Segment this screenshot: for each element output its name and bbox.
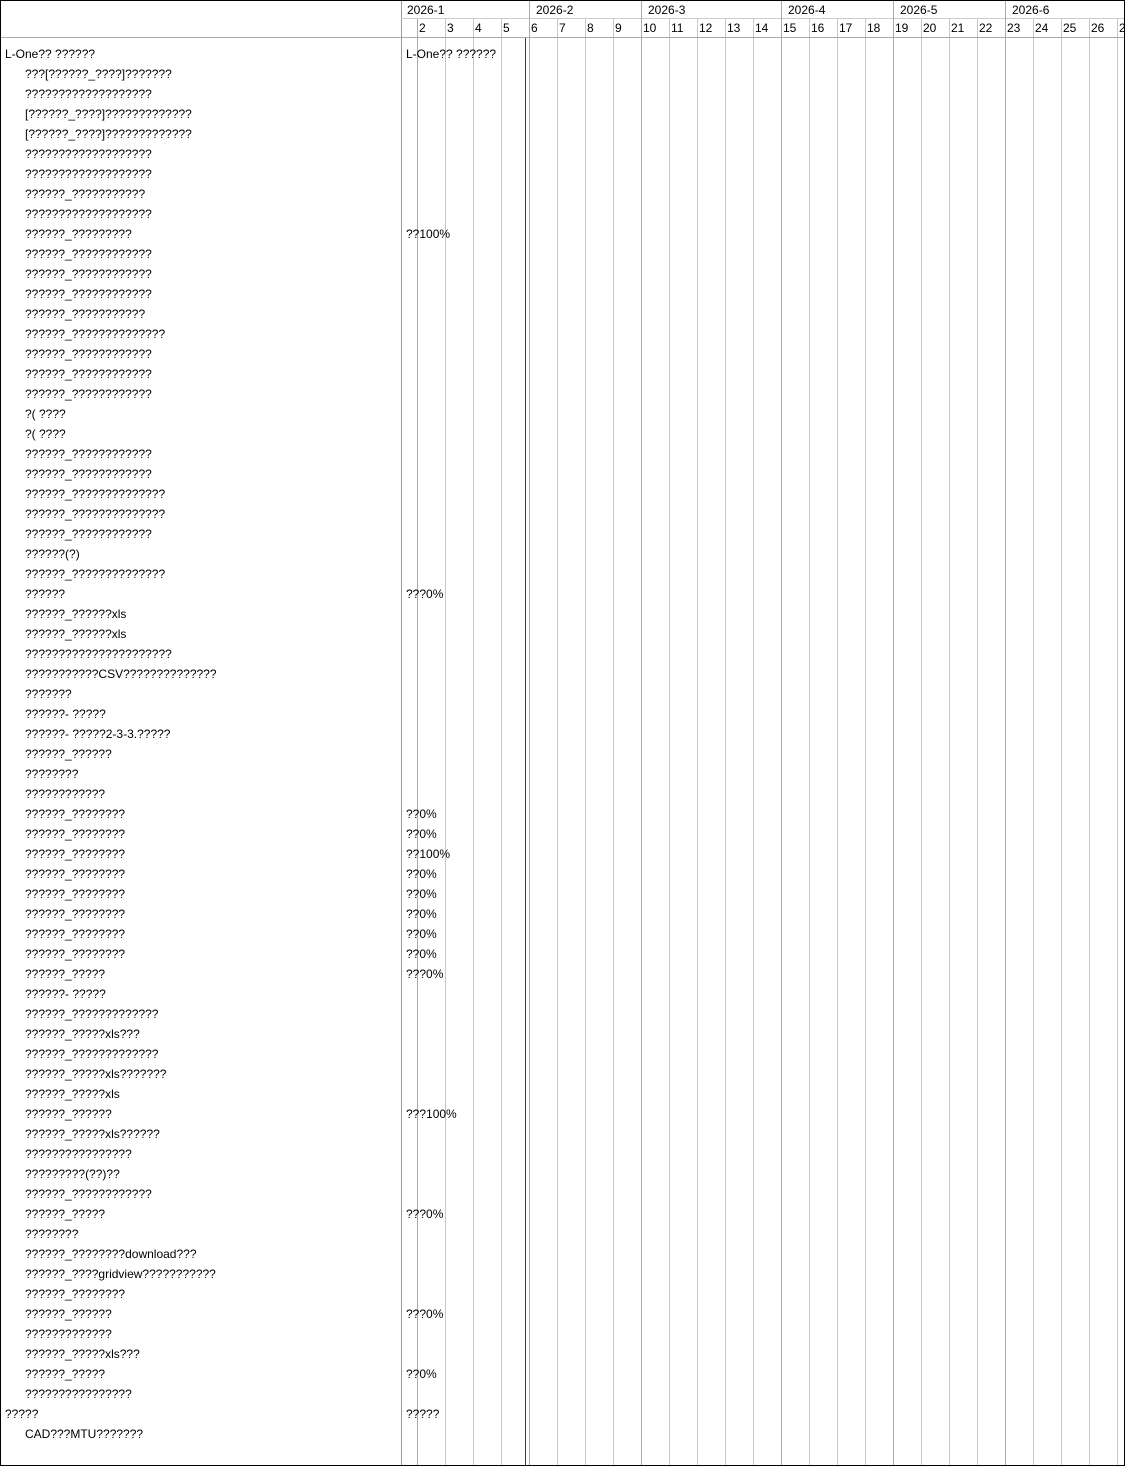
task-row[interactable]: ??????- ?????	[25, 987, 106, 1001]
task-row[interactable]: ??????_????????????	[25, 447, 152, 461]
timeline-chart-panel	[401, 1, 1124, 1465]
task-row[interactable]: ??????_????????????	[25, 467, 152, 481]
task-bar-label[interactable]: ??0%	[406, 887, 437, 901]
week-grid-line	[865, 19, 866, 1465]
task-bar-label[interactable]: ??100%	[406, 227, 451, 241]
task-row[interactable]: ????????????????	[25, 1387, 132, 1401]
task-row[interactable]: ??????_????????????	[25, 347, 152, 361]
month-header-cell: 2026-1	[407, 3, 445, 17]
month-header-cell: 2026-2	[529, 1, 641, 19]
task-row[interactable]: ??????_??????	[25, 1107, 112, 1121]
task-row[interactable]: ??????_????????????	[25, 387, 152, 401]
task-row[interactable]: ???????????????????	[25, 167, 152, 181]
week-grid-line	[501, 19, 502, 1465]
week-grid-line	[697, 19, 698, 1465]
week-grid-line	[781, 19, 782, 1465]
task-row[interactable]: ???????????????????	[25, 147, 152, 161]
week-header-cell: 8	[587, 21, 594, 35]
month-header-cell: 2026-6	[1005, 1, 1124, 19]
week-header-cell: 18	[867, 21, 881, 35]
task-row[interactable]: ??????_??????xls	[25, 607, 127, 621]
week-grid-line	[893, 19, 894, 1465]
task-bar-label[interactable]: ???0%	[406, 1207, 444, 1221]
task-row[interactable]: ??????(?)	[25, 547, 80, 561]
week-header-cell: 7	[559, 21, 566, 35]
week-grid-line	[921, 19, 922, 1465]
week-grid-line	[669, 19, 670, 1465]
today-marker-line	[525, 38, 526, 1465]
task-row[interactable]: ??????_??????	[25, 1307, 112, 1321]
month-header-cell: 2026-4	[781, 1, 893, 19]
task-bar-label[interactable]: ???0%	[406, 587, 444, 601]
week-header-cell: 14	[755, 21, 769, 35]
week-grid-line	[585, 19, 586, 1465]
task-row[interactable]: ????????	[25, 1227, 79, 1241]
task-bar-label[interactable]: ??0%	[406, 927, 437, 941]
task-row[interactable]: ??????_????????	[25, 947, 126, 961]
task-row[interactable]: ??????_?????xls	[25, 1087, 120, 1101]
week-grid-line	[977, 19, 978, 1465]
week-header-cell: 13	[727, 21, 741, 35]
week-grid-line	[949, 19, 950, 1465]
task-row[interactable]: ??????_?????xls???	[25, 1347, 140, 1361]
task-row[interactable]: ??????_????????	[25, 907, 126, 921]
task-bar-label[interactable]: ???100%	[406, 1107, 457, 1121]
task-row[interactable]: ??????_????????download???	[25, 1247, 197, 1261]
week-grid-line	[753, 19, 754, 1465]
task-bar-label[interactable]: ??100%	[406, 847, 451, 861]
task-row[interactable]: ??????- ?????	[25, 707, 106, 721]
task-row[interactable]: ????????????	[25, 787, 106, 801]
week-grid-line	[809, 19, 810, 1465]
week-grid-line	[1117, 19, 1118, 1465]
task-bar-label[interactable]: ??0%	[406, 1367, 437, 1381]
task-row[interactable]: ????????	[25, 767, 79, 781]
task-row[interactable]: ???????	[25, 687, 72, 701]
task-row[interactable]: ????????????????	[25, 1147, 132, 1161]
week-grid-line	[837, 19, 838, 1465]
week-header-cell: 5	[503, 21, 510, 35]
week-grid-line	[529, 19, 530, 1465]
task-row[interactable]: ??????_????????	[25, 807, 126, 821]
task-row[interactable]: ??????_????????????	[25, 1187, 152, 1201]
week-header-cell: 4	[475, 21, 482, 35]
week-header-cell: 11	[671, 21, 684, 35]
task-group-row[interactable]: L-One?? ??????	[5, 47, 96, 61]
task-row[interactable]: ??????_?????????????	[25, 1047, 159, 1061]
task-list-panel	[1, 1, 401, 1465]
task-row[interactable]: ??????_??????xls	[25, 627, 127, 641]
task-row[interactable]: ??????_??????????????	[25, 327, 166, 341]
week-header-cell: 10	[643, 21, 657, 35]
task-row[interactable]: ??????_????????????	[25, 527, 152, 541]
task-row[interactable]: ??????_????????????	[25, 367, 152, 381]
week-header-cell: 20	[923, 21, 937, 35]
week-grid-line	[1089, 19, 1090, 1465]
task-bar-label[interactable]: ?????	[406, 1407, 440, 1421]
task-row[interactable]: CAD???MTU???????	[25, 1427, 144, 1441]
task-row[interactable]: ??????_?????xls???	[25, 1027, 140, 1041]
week-header-cell: 3	[447, 21, 454, 35]
task-row[interactable]: ??????_????gridview???????????	[25, 1267, 216, 1281]
task-row[interactable]: ?( ????	[25, 407, 66, 421]
task-row[interactable]: ??????_???????????	[25, 187, 146, 201]
week-header-cell: 12	[699, 21, 713, 35]
task-bar-label[interactable]: ??0%	[406, 907, 437, 921]
week-header-cell: 26	[1091, 21, 1105, 35]
task-row[interactable]: ??????_????????????	[25, 287, 152, 301]
week-grid-line	[1061, 19, 1062, 1465]
week-header-cell: 9	[615, 21, 622, 35]
task-row[interactable]: ??????_????????????	[25, 247, 152, 261]
month-header-cell: 2026-3	[641, 1, 781, 19]
week-header-cell: 21	[951, 21, 965, 35]
task-row[interactable]: ?????????????	[25, 1327, 112, 1341]
task-row[interactable]: ??????_??????	[25, 747, 112, 761]
week-header-cell: 23	[1007, 21, 1021, 35]
task-row[interactable]: ??????_?????xls??????	[25, 1127, 160, 1141]
week-grid-line	[1033, 19, 1034, 1465]
task-row[interactable]: ??????_????????	[25, 847, 126, 861]
task-row[interactable]: [??????_????]?????????????	[25, 127, 192, 141]
week-header-cell: 22	[979, 21, 993, 35]
week-grid-line	[1005, 19, 1006, 1465]
task-row[interactable]: ??????_?????xls???????	[25, 1067, 167, 1081]
task-row[interactable]: ??????_????????	[25, 927, 126, 941]
task-bar-label[interactable]: ??0%	[406, 807, 437, 821]
task-row[interactable]: ??????_?????????????	[25, 1007, 159, 1021]
task-row[interactable]: ?( ????	[25, 427, 66, 441]
header-divider	[1, 37, 1124, 38]
task-row[interactable]: ??????_?????	[25, 1367, 106, 1381]
month-header-cell: 2026-5	[893, 1, 1005, 19]
task-bar-label[interactable]: ??0%	[406, 827, 437, 841]
task-row[interactable]: [??????_????]?????????????	[25, 107, 192, 121]
week-header-cell: 6	[531, 21, 538, 35]
task-row[interactable]: ??????_????????	[25, 1287, 126, 1301]
week-header-cell: 2	[419, 21, 426, 35]
task-bar-label[interactable]: ???0%	[406, 967, 444, 981]
week-header-cell: 24	[1035, 21, 1049, 35]
task-row[interactable]: ???????????????????	[25, 207, 152, 221]
task-row[interactable]: ??????_?????	[25, 967, 106, 981]
week-header-cell: 19	[895, 21, 909, 35]
task-row[interactable]: ?????????(??)??	[25, 1167, 120, 1181]
week-grid-line	[613, 19, 614, 1465]
week-grid-line	[557, 19, 558, 1465]
week-grid-line	[725, 19, 726, 1465]
task-row[interactable]: ???????????CSV??????????????	[25, 667, 217, 681]
task-row[interactable]: ??????_??????????????	[25, 567, 166, 581]
task-row[interactable]: ??????????????????????	[25, 647, 172, 661]
task-row[interactable]: ??????_????????	[25, 887, 126, 901]
task-row[interactable]: ??????_??????????????	[25, 487, 166, 501]
task-row[interactable]: ??????- ?????2-3-3.?????	[25, 727, 171, 741]
task-row[interactable]: ??????_????????	[25, 827, 126, 841]
task-row[interactable]: ???[??????_????]???????	[25, 67, 172, 81]
task-row[interactable]: ???????????????????	[25, 87, 152, 101]
week-grid-line	[473, 19, 474, 1465]
week-header-cell: 16	[811, 21, 825, 35]
task-row[interactable]: ??????_??????????????	[25, 507, 166, 521]
task-row[interactable]: ??????_????????	[25, 867, 126, 881]
task-row[interactable]: ??????_????????????	[25, 267, 152, 281]
week-header-cell: 25	[1063, 21, 1077, 35]
task-bar-label[interactable]: ???0%	[406, 1307, 444, 1321]
task-group-row[interactable]: ?????	[5, 1407, 39, 1421]
week-header-cell: 15	[783, 21, 797, 35]
task-bar-label[interactable]: ??0%	[406, 867, 437, 881]
task-bar-label[interactable]: ??0%	[406, 947, 437, 961]
task-row[interactable]: ??????	[25, 587, 66, 601]
task-bar-label[interactable]: L-One?? ??????	[406, 47, 497, 61]
task-row[interactable]: ??????_?????	[25, 1207, 106, 1221]
week-grid-line	[641, 19, 642, 1465]
task-row[interactable]: ??????_???????????	[25, 307, 146, 321]
task-row[interactable]: ??????_?????????	[25, 227, 132, 241]
week-header-cell: 17	[839, 21, 853, 35]
week-header-cell: 2	[1119, 21, 1126, 35]
